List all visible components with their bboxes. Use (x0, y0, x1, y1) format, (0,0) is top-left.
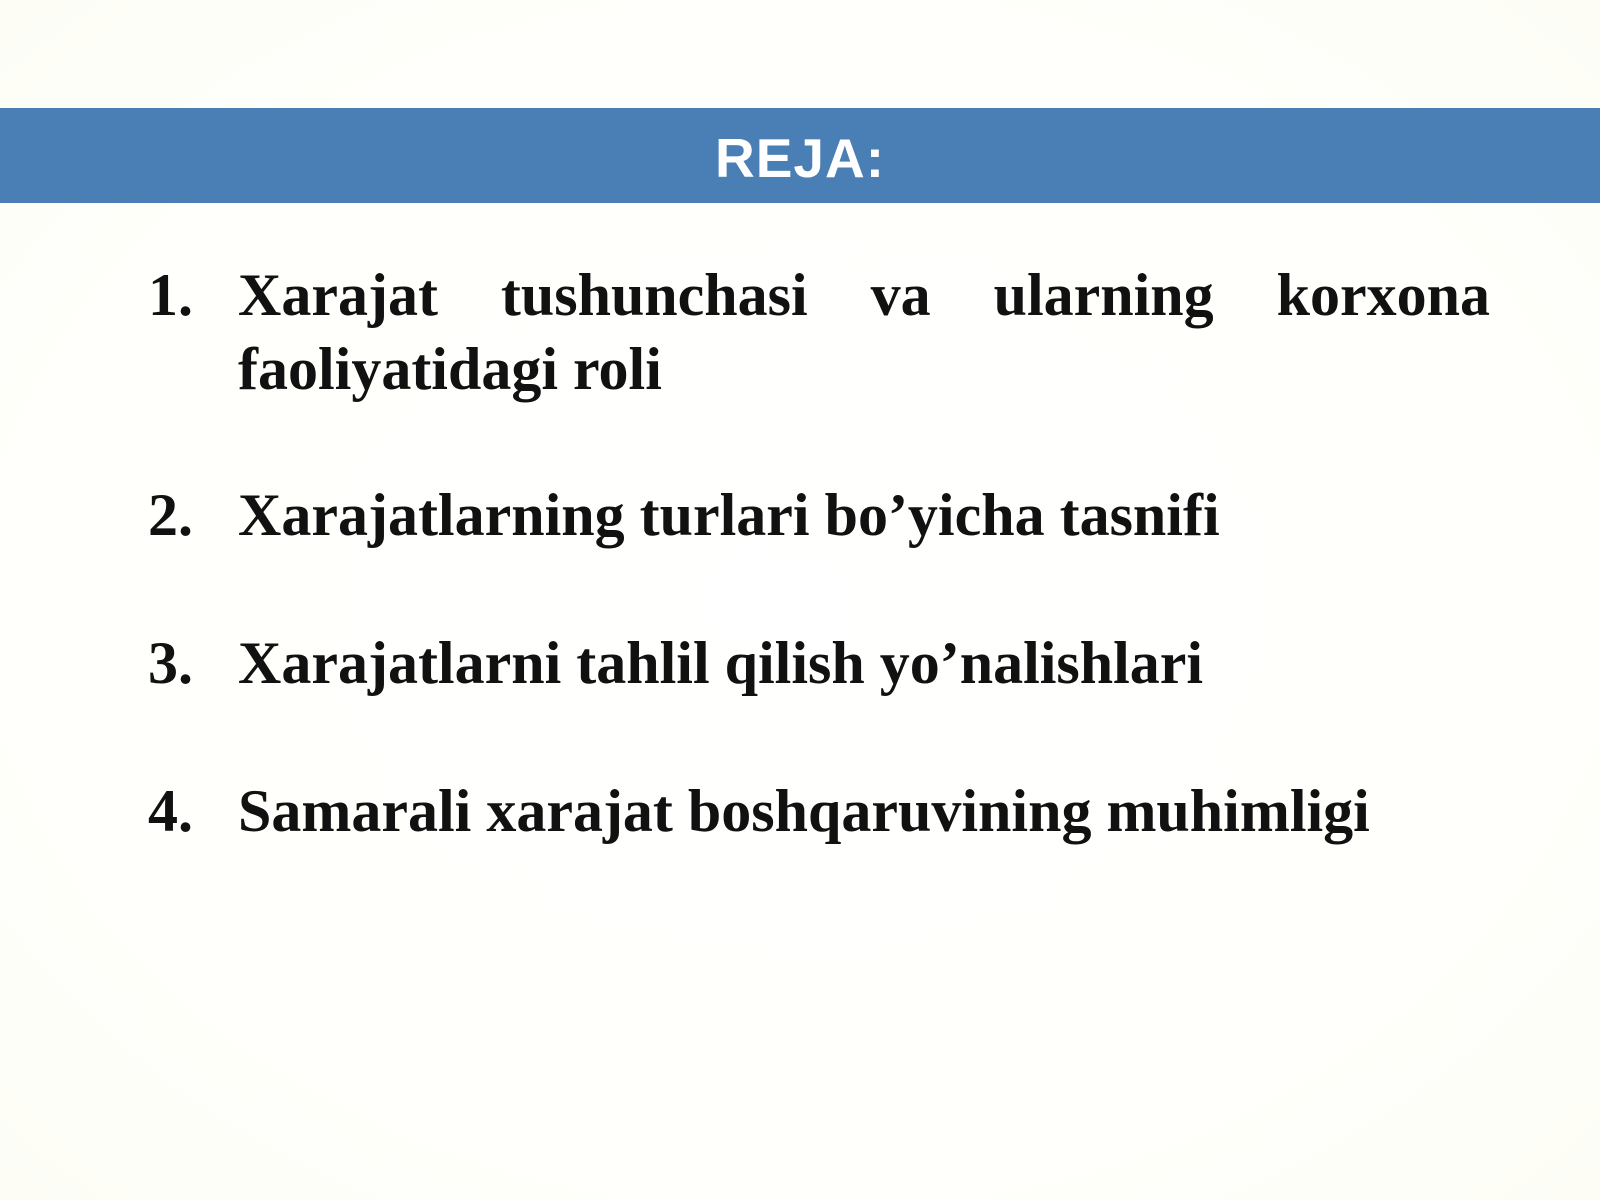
slide-title: REJA: (714, 126, 886, 189)
plan-item-text: Xarajatlarning turlari bo’yicha tasnifi (238, 482, 1220, 548)
plan-item-1 (148, 258, 1490, 406)
plan-item-text: Xarajat tushunchasi va ularning korxona faoliyatidagi roli (238, 262, 1490, 402)
title-band (0, 108, 1600, 203)
plan-item-number: 2. (148, 482, 193, 548)
plan-item-text: Samarali xarajat boshqaruvining muhimligi (238, 778, 1370, 844)
plan-item-text: Xarajatlarni tahlil qilish yo’nalishlari (238, 630, 1204, 696)
plan-item-number: 3. (148, 630, 193, 696)
plan-item-3 (148, 626, 1490, 700)
plan-item-number: 1. (148, 262, 193, 328)
plan-item-2 (148, 478, 1490, 552)
plan-item-4 (148, 774, 1490, 848)
plan-list (148, 258, 1490, 848)
plan-item-number: 4. (148, 778, 193, 844)
